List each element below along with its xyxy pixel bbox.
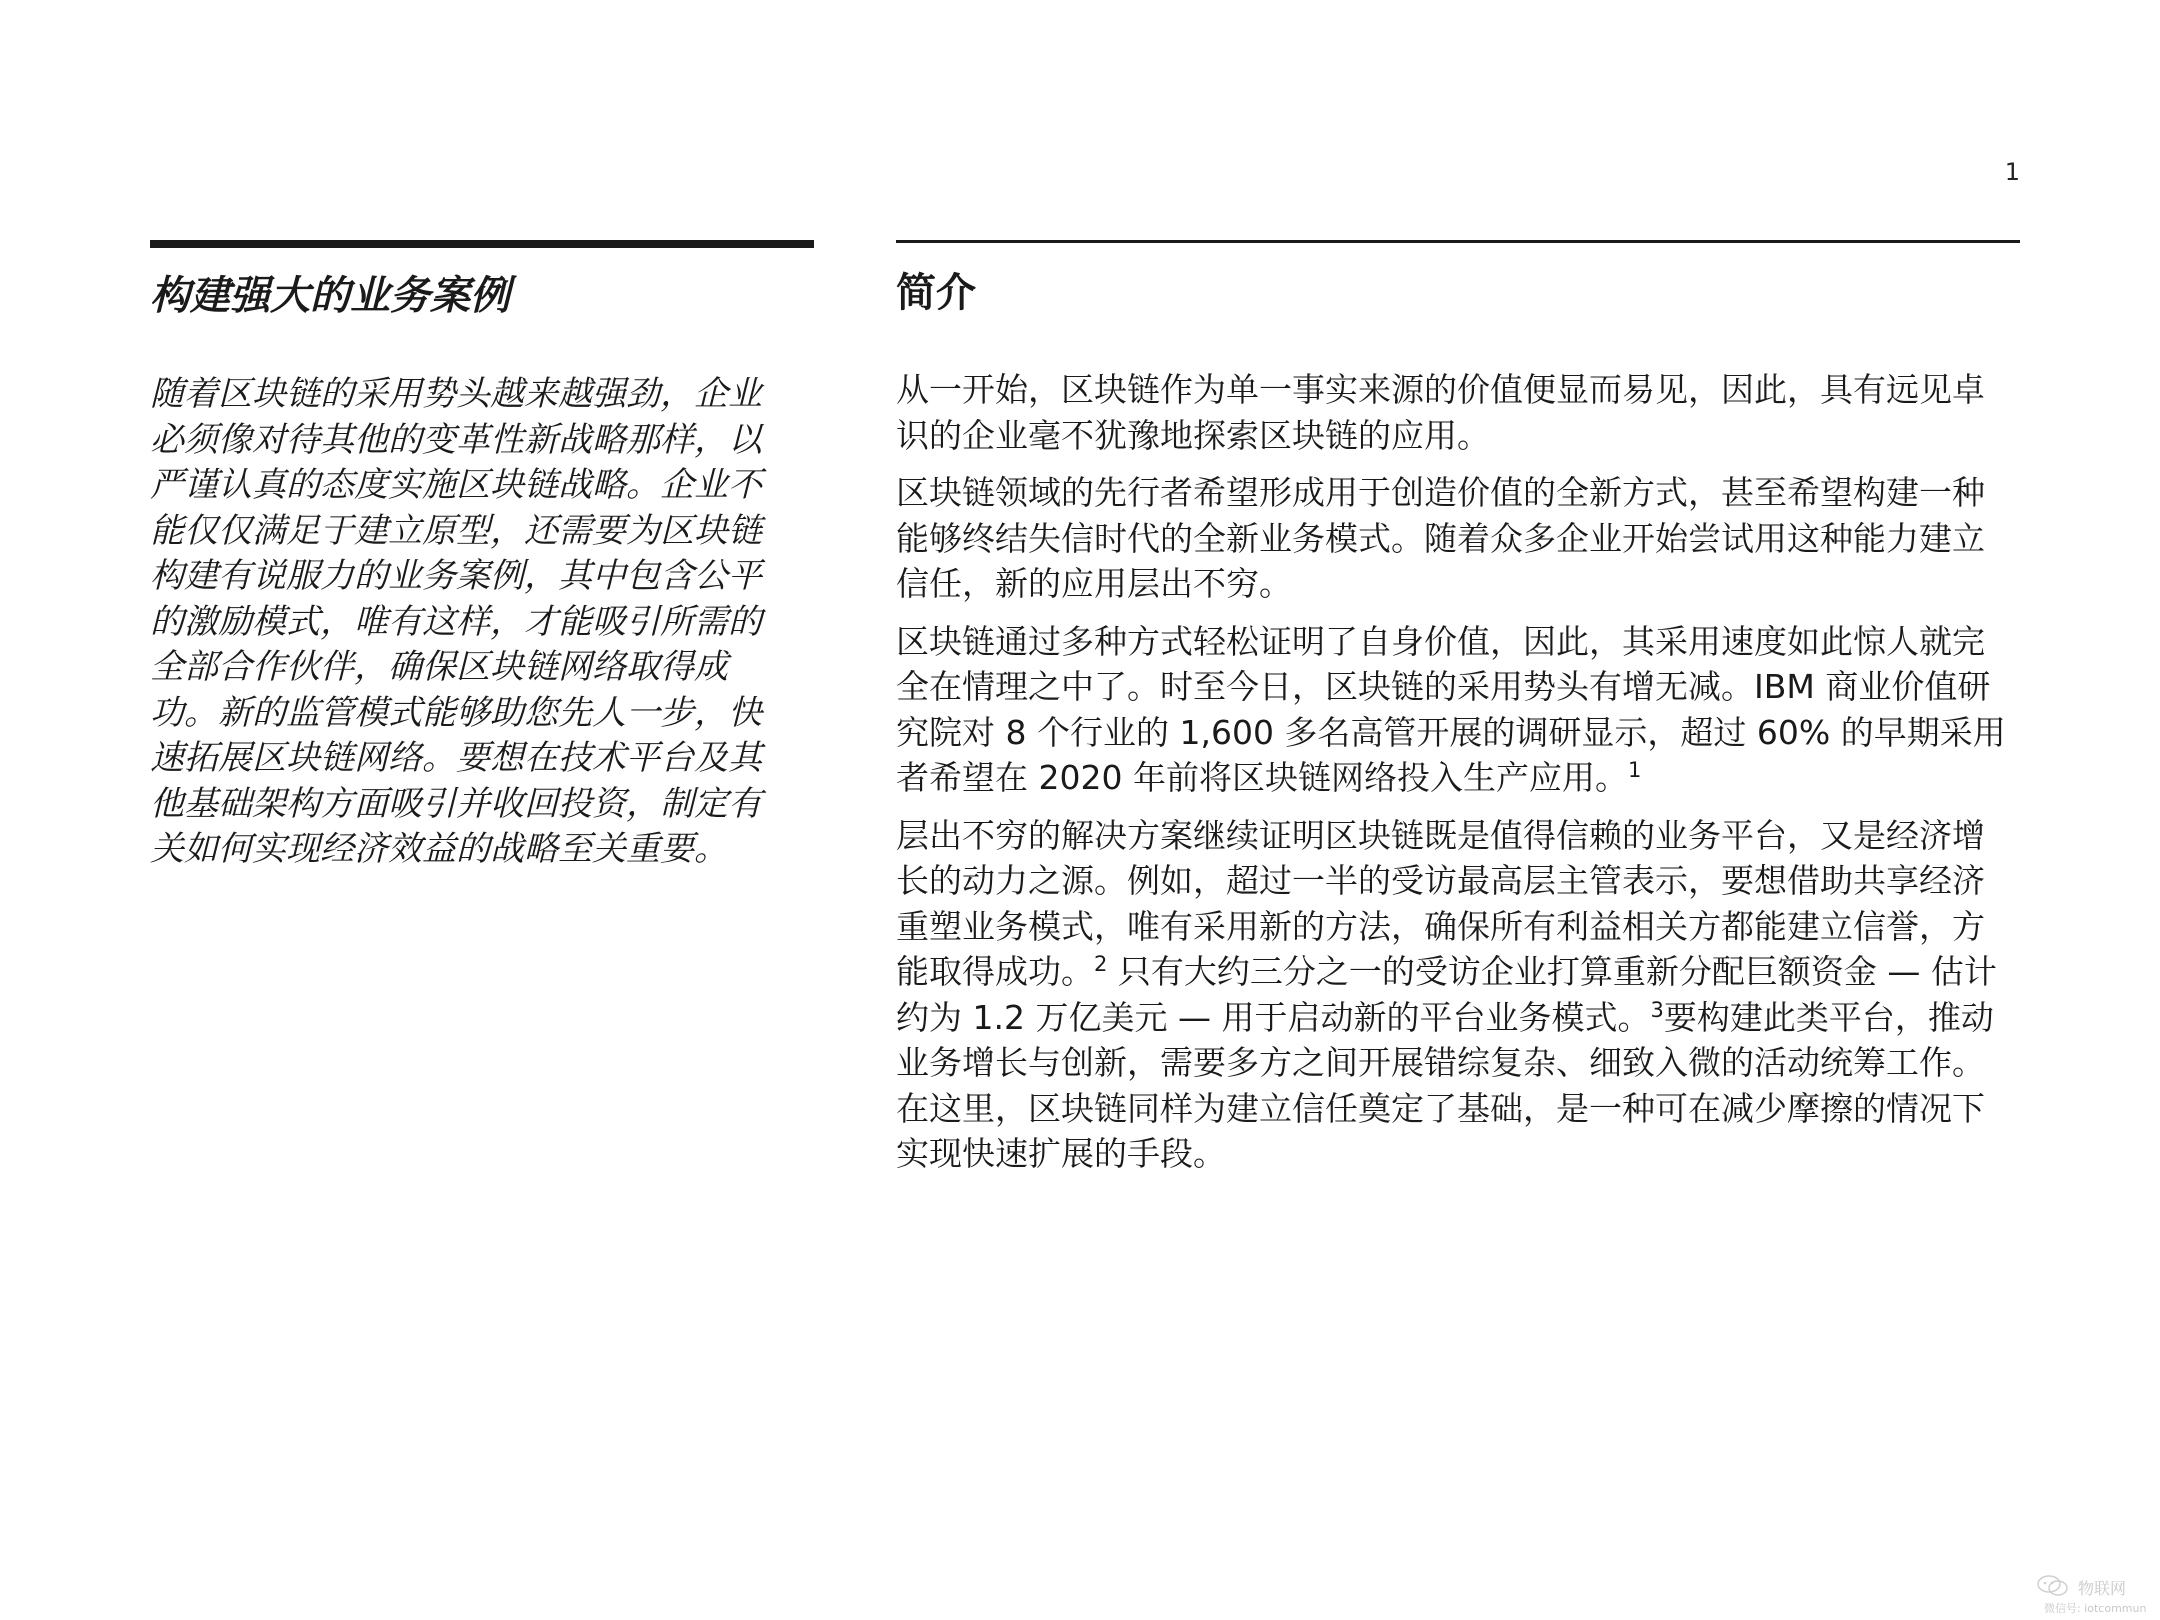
watermark: [2030, 1572, 2160, 1618]
intro-body: [896, 367, 2008, 1177]
right-section-title: 简介: [896, 270, 976, 316]
paragraph-3: [896, 619, 2008, 801]
left-column: [150, 240, 814, 907]
footnote-ref-2: 2: [1094, 952, 1108, 976]
left-heading-rule: [150, 240, 814, 248]
paragraph-4-text-b: 只有大约三分之一的受访企业打算重新分配巨额资金 — 估计约为 1.2 万亿美元 — 用于启动新的平台业务模式。: [896, 952, 1997, 1037]
left-intro-paragraph: 随着区块链的采用势头越来越强劲，企业必须像对待其他的变革性新战略那样，以严谨认真的态度实施区块链战略。企业不能仅仅满足于建立原型，还需要为区块链构建有说服力的业务案例，其中包含公平的激励模式，唯有这样，才能吸引所需的全部合作伙伴，确保区块链网络取得成功。新的监管模式能够助您先人一步，快速拓展区块链网络。要想在技术平台及其他基础架构方面吸引并收回投资，制定有关如何实现经济效益的战略至关重要。: [150, 374, 762, 869]
paragraph-2: 区块链领域的先行者希望形成用于创造价值的全新方式，甚至希望构建一种能够终结失信时代的全新业务模式。随着众多企业开始尝试用这种能力建立信任，新的应用层出不穷。: [896, 473, 1985, 603]
right-column: [896, 240, 2020, 1189]
right-heading-rule: [896, 240, 2020, 243]
left-section-title: 构建强大的业务案例: [150, 273, 510, 319]
paragraph-4: [896, 813, 2008, 1177]
watermark-account: 微信号: iotcommun: [2044, 1602, 2147, 1615]
paragraph-4-text-a: 层出不穷的解决方案继续证明区块链既是值得信赖的业务平台，又是经济增长的动力之源。例如，超过一半的受访最高层主管表示，要想借助共享经济重塑业务模式，唯有采用新的方法，确保所有利益相关方都能建立信誉，方能取得成功。: [896, 815, 1985, 991]
footnote-ref-3: 3: [1650, 997, 1664, 1022]
watermark-name: 物联网: [2078, 1579, 2127, 1598]
paragraph-1: 从一开始，区块链作为单一事实来源的价值便显而易见，因此，具有远见卓识的企业毫不犹豫地探索区块链的应用。: [896, 370, 1985, 455]
wechat-icon: [2036, 1574, 2070, 1598]
paragraph-3-text: 区块链通过多种方式轻松证明了自身价值，因此，其采用速度如此惊人就完全在情理之中了。时至今日，区块链的采用势头有增无减。IBM 商业价值研究院对 8 个行业的 1,600 多名高管开展的调研显示，超过 60% 的早期采用者希望在 2020 年前将区块链网络投入生产应用。: [896, 621, 2006, 797]
paragraph-4-text-c: 要构建此类平台，推动业务增长与创新，需要多方之间开展错综复杂、细致入微的活动统筹工作。在这里，区块链同样为建立信任奠定了基础，是一种可在减少摩擦的情况下实现快速扩展的手段。: [896, 997, 1994, 1173]
footnote-ref-1: 1: [1627, 758, 1642, 782]
page-number: 1: [2004, 158, 2020, 186]
